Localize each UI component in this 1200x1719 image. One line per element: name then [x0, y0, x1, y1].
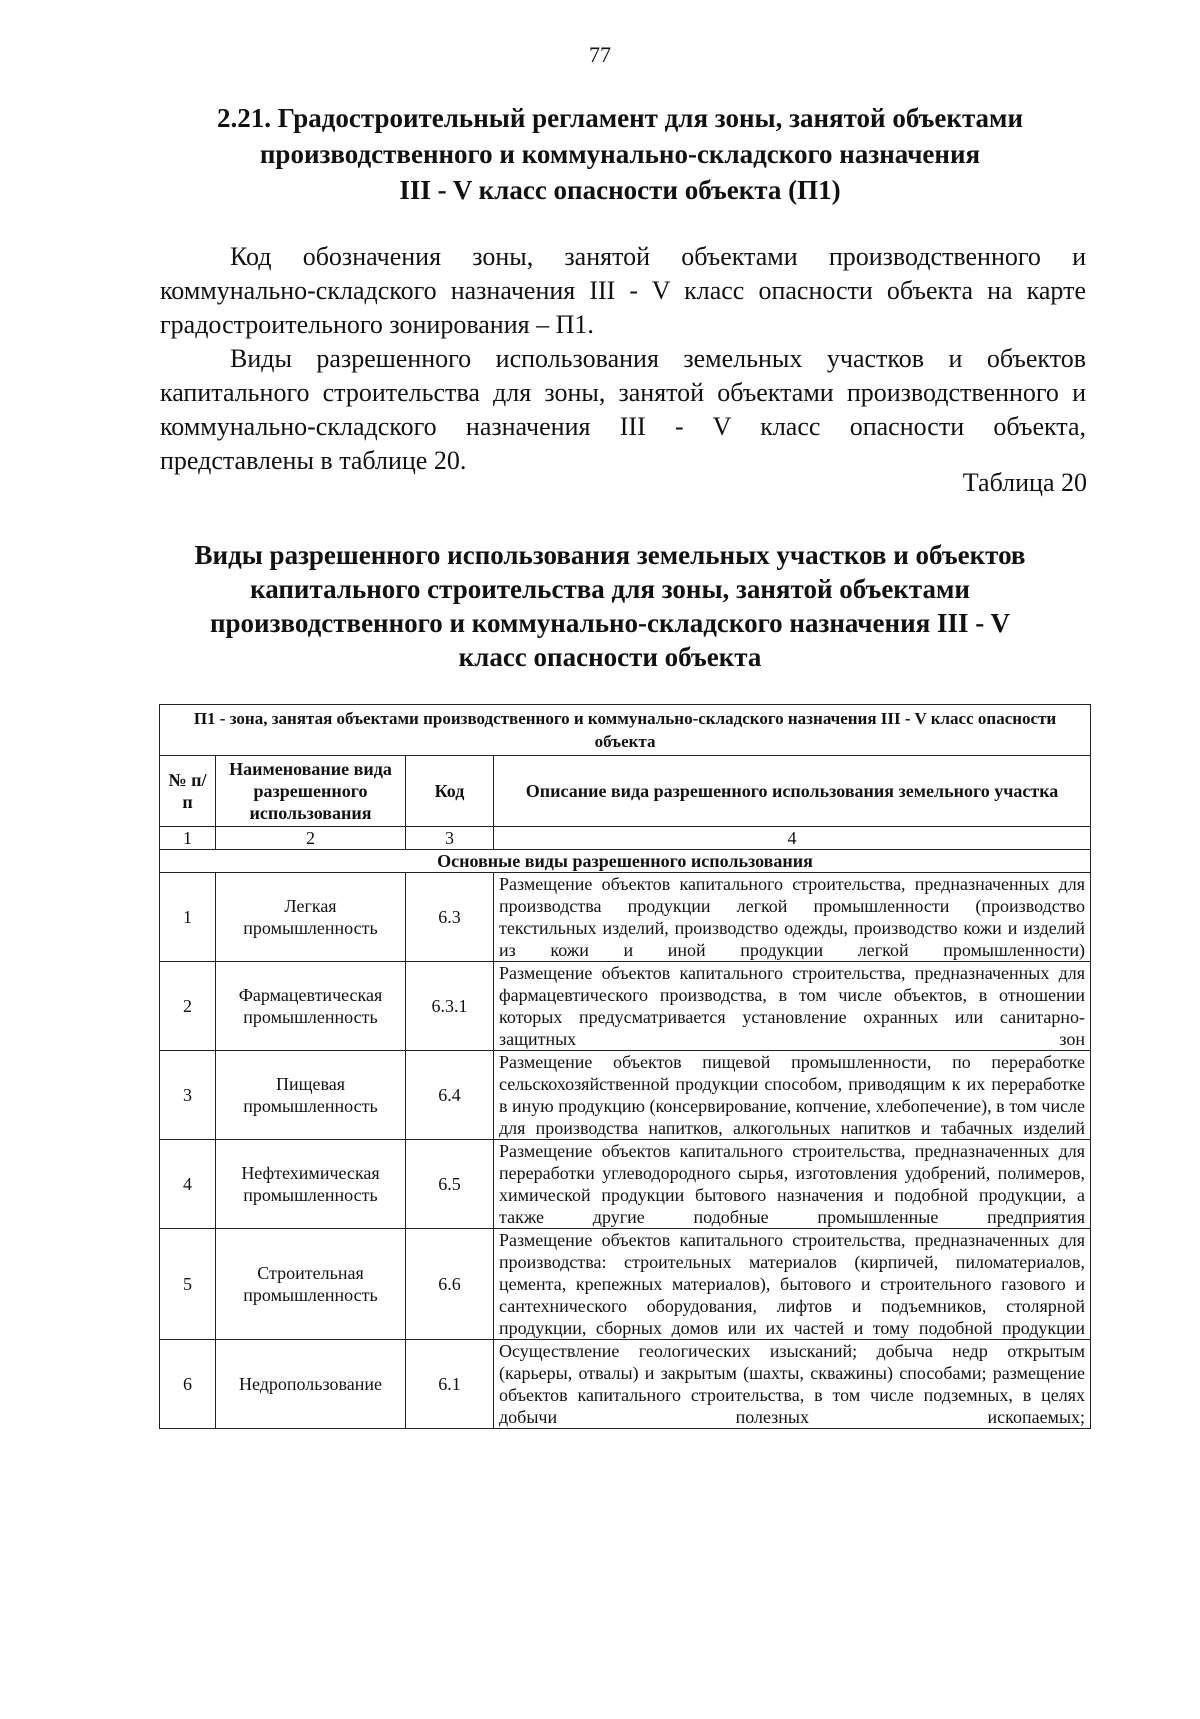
row-number: 3	[160, 1051, 216, 1140]
use-code: 6.6	[406, 1229, 494, 1340]
use-code: 6.1	[406, 1340, 494, 1429]
section-heading-line: 2.21. Градостроительный регламент для зоны, занятой объектами	[216, 103, 1024, 133]
row-number: 5	[160, 1229, 216, 1340]
section-heading-cell: Основные виды разрешенного использования	[160, 850, 1091, 873]
col-number: 4	[494, 827, 1091, 850]
table-row	[160, 873, 1091, 962]
section-row	[160, 850, 1091, 873]
use-description: Размещение объектов капитального строительства, предназначенных для фармацевтического производства, в том числе объектов, в отношении которых предусматривается установление охранных или санитарно-защитных зон	[494, 962, 1091, 1051]
use-description: Размещение объектов капитального строительства, предназначенных для производства: строительных материалов (кирпичей, пиломатериалов, цемента, крепежных материалов), бытового и строительного газового и сантехнического оборудования, лифтов и подъемников, столярной продукции, сборных домов или их частей и тому подобной продукции	[494, 1229, 1091, 1340]
table-row	[160, 1229, 1091, 1340]
permitted-uses-paragraph	[160, 342, 1086, 478]
permitted-uses-table	[159, 704, 1091, 1429]
section-heading-line: III - V класс опасности объекта (П1)	[399, 175, 841, 205]
col-number: 2	[216, 827, 406, 850]
row-number: 4	[160, 1140, 216, 1229]
table-row	[160, 962, 1091, 1051]
use-name: Фармацевтическая промышленность	[216, 962, 406, 1051]
table-title-line: производственного и коммунально-складского назначения III - V	[209, 608, 1011, 638]
page-number: 77	[589, 42, 611, 67]
use-name: Нефтехимическая промышленность	[216, 1140, 406, 1229]
table-label: Таблица 20	[962, 468, 1087, 497]
use-code: 6.3	[406, 873, 494, 962]
table-title-line: Виды разрешенного использования земельных участков и объектов	[194, 540, 1026, 570]
use-code: 6.4	[406, 1051, 494, 1140]
use-code: 6.3.1	[406, 962, 494, 1051]
use-code: 6.5	[406, 1140, 494, 1229]
section-heading	[150, 100, 1090, 208]
section-heading-line: производственного и коммунально-складского назначения	[259, 139, 981, 169]
table-title-line: капитального строительства для зоны, занятой объектами	[250, 574, 970, 604]
table-row	[160, 1051, 1091, 1140]
use-name: Легкая промышленность	[216, 873, 406, 962]
use-description: Размещение объектов капитального строительства, предназначенных для производства продукции легкой промышленности (производство текстильных изделий, производство одежды, производство кожи и изделий из кожи и иной продукции легкой промышленности)	[494, 873, 1091, 962]
permitted-uses-text: Виды разрешенного использования земельных участков и объектов капитального строительства для зоны, занятой объектами производственного и коммунально-складского назначения III - V класс опасности объекта, представлены в таблице 20.	[160, 344, 1086, 475]
col-header-desc: Описание вида разрешенного использования земельного участка	[494, 756, 1091, 827]
zone-code-text: Код обозначения зоны, занятой объектами производственного и коммунально-складского назначения III - V класс опасности объекта на карте градостроительного зонирования – П1.	[160, 242, 1086, 339]
use-name: Недропользование	[216, 1340, 406, 1429]
use-description: Размещение объектов капитального строительства, предназначенных для переработки углеводородного сырья, изготовления удобрений, полимеров, химической продукции бытового назначения и подобной продукции, а также другие подобные промышленные предприятия	[494, 1140, 1091, 1229]
use-description: Осуществление геологических изысканий; добыча недр открытым (карьеры, отвалы) и закрытым (шахты, скважины) способами; размещение объектов капитального строительства, в том числе подземных, в целях добычи полезных ископаемых;	[494, 1340, 1091, 1429]
table-title	[140, 538, 1080, 674]
use-name: Строительная промышленность	[216, 1229, 406, 1340]
zone-header-cell: П1 - зона, занятая объектами производственного и коммунально-складского назначения III - V класс опасности объекта	[160, 705, 1091, 756]
zone-code-paragraph	[160, 240, 1086, 342]
zone-header-row	[160, 705, 1091, 756]
table-title-line: класс опасности объекта	[458, 642, 762, 672]
col-header-code: Код	[406, 756, 494, 827]
col-number: 1	[160, 827, 216, 850]
row-number: 6	[160, 1340, 216, 1429]
col-header-num: № п/п	[160, 756, 216, 827]
use-description: Размещение объектов пищевой промышленности, по переработке сельскохозяйственной продукции способом, приводящим к их переработке в иную продукцию (консервирование, копчение, хлебопечение), в том числе для производства напитков, алкогольных напитков и табачных изделий	[494, 1051, 1091, 1140]
table-row	[160, 1140, 1091, 1229]
column-header-row	[160, 756, 1091, 827]
table-row	[160, 1340, 1091, 1429]
col-number: 3	[406, 827, 494, 850]
row-number: 2	[160, 962, 216, 1051]
row-number: 1	[160, 873, 216, 962]
use-name: Пищевая промышленность	[216, 1051, 406, 1140]
column-number-row	[160, 827, 1091, 850]
col-header-name: Наименование вида разрешенного использования	[216, 756, 406, 827]
